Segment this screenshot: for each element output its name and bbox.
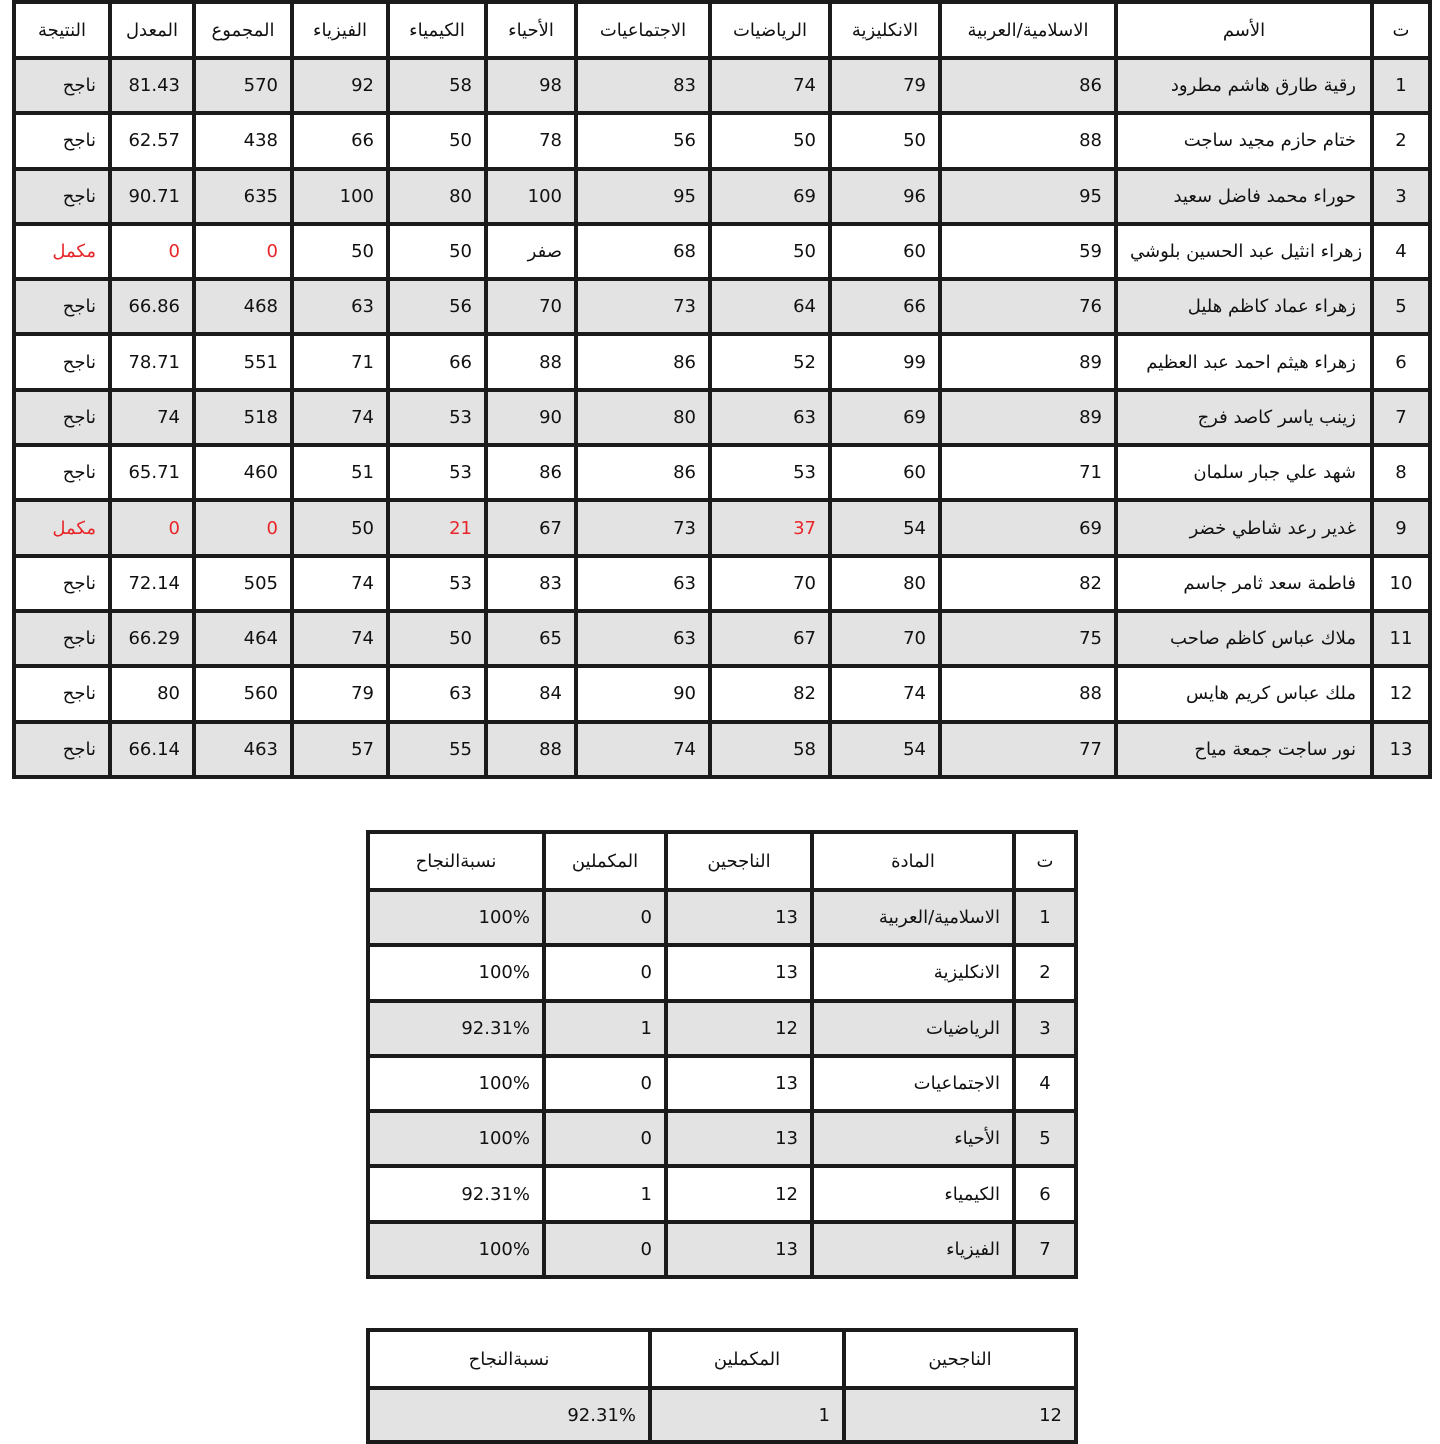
cell-passed: 12 [666,1001,812,1056]
cell-rate: 100% [368,1056,544,1111]
cell-english: 69 [830,390,940,445]
student-row [14,224,1430,279]
cell-chemistry: 55 [388,722,486,777]
cell-incomplete: 1 [544,1166,666,1221]
cell-name: ملك عباس كريم هايس [1116,666,1372,721]
cell-social: 86 [576,445,710,500]
subject-row [368,1111,1076,1166]
header-subject: المادة [812,832,1014,890]
cell-social: 63 [576,611,710,666]
cell-biology: 67 [486,500,576,555]
cell-english: 70 [830,611,940,666]
cell-incomplete: 0 [544,1056,666,1111]
cell-social: 83 [576,58,710,113]
header-incomplete: المكملين [544,832,666,890]
cell-rate: 92.31% [368,1001,544,1056]
cell-passed: 13 [666,890,812,945]
student-row [14,390,1430,445]
cell-index: 9 [1372,500,1430,555]
cell-subject: الاجتماعيات [812,1056,1014,1111]
cell-chemistry: 58 [388,58,486,113]
cell-biology: 70 [486,279,576,334]
cell-math: 50 [710,224,830,279]
cell-index: 12 [1372,666,1430,721]
cell-total: 505 [194,556,292,611]
subject-row [368,890,1076,945]
subjects-header-row [368,832,1076,890]
subject-row [368,1166,1076,1221]
cell-average: 72.14 [110,556,194,611]
cell-physics: 51 [292,445,388,500]
cell-subject: الكيمياء [812,1166,1014,1221]
cell-english: 60 [830,445,940,500]
header-average: المعدل [110,2,194,58]
cell-biology: 86 [486,445,576,500]
cell-biology: 90 [486,390,576,445]
header-biology: الأحياء [486,2,576,58]
cell-english: 96 [830,169,940,224]
cell-average: 0 [110,500,194,555]
cell-social: 74 [576,722,710,777]
cell-subject: الفيزياء [812,1222,1014,1277]
cell-name: نور ساجت جمعة مياح [1116,722,1372,777]
cell-name: حوراء محمد فاضل سعيد [1116,169,1372,224]
cell-subject: الرياضيات [812,1001,1014,1056]
cell-index: 3 [1014,1001,1076,1056]
header-physics: الفيزياء [292,2,388,58]
cell-islamic-arabic: 88 [940,666,1116,721]
summary-passed: 12 [844,1388,1076,1442]
cell-english: 54 [830,722,940,777]
cell-incomplete: 0 [544,1111,666,1166]
cell-islamic-arabic: 75 [940,611,1116,666]
cell-total: 518 [194,390,292,445]
subject-row [368,1056,1076,1111]
cell-name: ملاك عباس كاظم صاحب [1116,611,1372,666]
cell-index: 13 [1372,722,1430,777]
summary-pass-rate: 92.31% [368,1388,650,1442]
cell-passed: 13 [666,945,812,1000]
subjects-pass-rate-table [366,830,1078,1279]
cell-index: 3 [1372,169,1430,224]
cell-physics: 71 [292,334,388,389]
cell-subject: الانكليزية [812,945,1014,1000]
cell-total: 570 [194,58,292,113]
cell-total: 0 [194,500,292,555]
cell-name: غدير رعد شاطي خضر [1116,500,1372,555]
cell-average: 74 [110,390,194,445]
cell-math: 74 [710,58,830,113]
student-row [14,445,1430,500]
cell-math: 64 [710,279,830,334]
cell-index: 4 [1014,1056,1076,1111]
student-row [14,113,1430,168]
cell-social: 73 [576,279,710,334]
cell-chemistry: 50 [388,113,486,168]
cell-result: ناجح [14,58,110,113]
cell-chemistry: 50 [388,611,486,666]
cell-index: 2 [1372,113,1430,168]
cell-name: شهد علي جبار سلمان [1116,445,1372,500]
header-index: ت [1372,2,1430,58]
header-pass-rate: نسبةالنجاح [368,832,544,890]
cell-total: 468 [194,279,292,334]
cell-total: 560 [194,666,292,721]
subject-row [368,1001,1076,1056]
cell-chemistry: 66 [388,334,486,389]
cell-physics: 50 [292,224,388,279]
cell-result: ناجح [14,666,110,721]
cell-index: 7 [1372,390,1430,445]
cell-chemistry: 50 [388,224,486,279]
cell-passed: 12 [666,1166,812,1221]
cell-total: 464 [194,611,292,666]
cell-physics: 74 [292,390,388,445]
cell-incomplete: 0 [544,890,666,945]
cell-islamic-arabic: 89 [940,390,1116,445]
header-pass-rate: نسبةالنجاح [368,1330,650,1388]
cell-math: 53 [710,445,830,500]
student-row [14,334,1430,389]
cell-passed: 13 [666,1056,812,1111]
cell-social: 63 [576,556,710,611]
cell-biology: 65 [486,611,576,666]
cell-index: 7 [1014,1222,1076,1277]
cell-physics: 92 [292,58,388,113]
student-row [14,722,1430,777]
cell-index: 11 [1372,611,1430,666]
cell-physics: 100 [292,169,388,224]
cell-english: 79 [830,58,940,113]
cell-index: 1 [1372,58,1430,113]
cell-physics: 63 [292,279,388,334]
cell-english: 74 [830,666,940,721]
cell-passed: 13 [666,1111,812,1166]
student-row [14,500,1430,555]
cell-passed: 13 [666,1222,812,1277]
cell-english: 54 [830,500,940,555]
grades-header-row [14,2,1430,58]
cell-social: 68 [576,224,710,279]
cell-islamic-arabic: 82 [940,556,1116,611]
cell-name: زينب ياسر كاصد فرج [1116,390,1372,445]
cell-rate: 100% [368,1222,544,1277]
cell-islamic-arabic: 59 [940,224,1116,279]
cell-math: 67 [710,611,830,666]
cell-biology: 88 [486,722,576,777]
cell-result: ناجح [14,556,110,611]
cell-math: 50 [710,113,830,168]
subject-row [368,945,1076,1000]
cell-chemistry: 53 [388,445,486,500]
cell-average: 78.71 [110,334,194,389]
cell-result: ناجح [14,279,110,334]
cell-average: 90.71 [110,169,194,224]
cell-english: 66 [830,279,940,334]
cell-physics: 57 [292,722,388,777]
cell-rate: 92.31% [368,1166,544,1221]
cell-average: 66.86 [110,279,194,334]
cell-biology: 78 [486,113,576,168]
cell-rate: 100% [368,945,544,1000]
header-incomplete: المكملين [650,1330,844,1388]
summary-header-row [368,1330,1076,1388]
cell-math: 69 [710,169,830,224]
cell-average: 80 [110,666,194,721]
header-passed: الناجحين [666,832,812,890]
cell-islamic-arabic: 95 [940,169,1116,224]
cell-average: 65.71 [110,445,194,500]
cell-math: 82 [710,666,830,721]
cell-incomplete: 0 [544,945,666,1000]
cell-subject: الأحياء [812,1111,1014,1166]
cell-total: 551 [194,334,292,389]
cell-index: 8 [1372,445,1430,500]
cell-name: زهراء انثيل عبد الحسين بلوشي [1116,224,1372,279]
cell-english: 80 [830,556,940,611]
cell-math: 63 [710,390,830,445]
cell-islamic-arabic: 86 [940,58,1116,113]
cell-social: 73 [576,500,710,555]
cell-physics: 74 [292,556,388,611]
cell-biology: 88 [486,334,576,389]
cell-result: مكمل [14,500,110,555]
cell-biology: 83 [486,556,576,611]
cell-chemistry: 53 [388,390,486,445]
cell-result: مكمل [14,224,110,279]
cell-islamic-arabic: 76 [940,279,1116,334]
cell-chemistry: 53 [388,556,486,611]
student-row [14,58,1430,113]
cell-index: 6 [1014,1166,1076,1221]
cell-rate: 100% [368,1111,544,1166]
cell-name: ختام حازم مجيد ساجت [1116,113,1372,168]
cell-name: رقية طارق هاشم مطرود [1116,58,1372,113]
cell-math: 52 [710,334,830,389]
cell-social: 56 [576,113,710,168]
cell-math: 70 [710,556,830,611]
header-math: الرياضيات [710,2,830,58]
cell-average: 0 [110,224,194,279]
cell-social: 80 [576,390,710,445]
cell-chemistry: 21 [388,500,486,555]
header-name: الأسم [1116,2,1372,58]
cell-math: 37 [710,500,830,555]
header-result: النتيجة [14,2,110,58]
summary-row [368,1388,1076,1442]
cell-physics: 50 [292,500,388,555]
cell-total: 438 [194,113,292,168]
cell-result: ناجح [14,169,110,224]
cell-incomplete: 1 [544,1001,666,1056]
cell-name: زهراء هيثم احمد عبد العظيم [1116,334,1372,389]
cell-result: ناجح [14,611,110,666]
cell-average: 62.57 [110,113,194,168]
cell-islamic-arabic: 88 [940,113,1116,168]
cell-name: فاطمة سعد ثامر جاسم [1116,556,1372,611]
student-row [14,611,1430,666]
cell-biology: 98 [486,58,576,113]
cell-islamic-arabic: 69 [940,500,1116,555]
cell-result: ناجح [14,113,110,168]
student-row [14,279,1430,334]
cell-physics: 74 [292,611,388,666]
cell-social: 95 [576,169,710,224]
cell-index: 5 [1372,279,1430,334]
header-social: الاجتماعيات [576,2,710,58]
cell-biology: 100 [486,169,576,224]
cell-incomplete: 0 [544,1222,666,1277]
student-row [14,666,1430,721]
cell-index: 1 [1014,890,1076,945]
cell-subject: الاسلامية/العربية [812,890,1014,945]
cell-physics: 66 [292,113,388,168]
cell-index: 5 [1014,1111,1076,1166]
cell-name: زهراء عماد كاظم هليل [1116,279,1372,334]
cell-biology: 84 [486,666,576,721]
summary-table [366,1328,1078,1444]
header-english: الانكليزية [830,2,940,58]
cell-total: 460 [194,445,292,500]
header-chemistry: الكيمياء [388,2,486,58]
cell-rate: 100% [368,890,544,945]
cell-islamic-arabic: 77 [940,722,1116,777]
grades-table [12,0,1432,779]
cell-chemistry: 80 [388,169,486,224]
cell-index: 2 [1014,945,1076,1000]
cell-average: 66.14 [110,722,194,777]
header-total: المجموع [194,2,292,58]
cell-english: 50 [830,113,940,168]
cell-islamic-arabic: 89 [940,334,1116,389]
subject-row [368,1222,1076,1277]
cell-index: 4 [1372,224,1430,279]
header-islamic-arabic: الاسلامية/العربية [940,2,1116,58]
student-row [14,556,1430,611]
cell-math: 58 [710,722,830,777]
cell-chemistry: 56 [388,279,486,334]
cell-average: 66.29 [110,611,194,666]
cell-chemistry: 63 [388,666,486,721]
cell-total: 0 [194,224,292,279]
cell-social: 90 [576,666,710,721]
cell-total: 463 [194,722,292,777]
cell-result: ناجح [14,722,110,777]
cell-index: 10 [1372,556,1430,611]
cell-result: ناجح [14,390,110,445]
cell-average: 81.43 [110,58,194,113]
cell-index: 6 [1372,334,1430,389]
cell-result: ناجح [14,334,110,389]
header-passed: الناجحين [844,1330,1076,1388]
cell-social: 86 [576,334,710,389]
cell-result: ناجح [14,445,110,500]
cell-english: 60 [830,224,940,279]
student-row [14,169,1430,224]
cell-english: 99 [830,334,940,389]
summary-incomplete: 1 [650,1388,844,1442]
cell-physics: 79 [292,666,388,721]
cell-biology: صفر [486,224,576,279]
cell-total: 635 [194,169,292,224]
cell-islamic-arabic: 71 [940,445,1116,500]
header-index: ت [1014,832,1076,890]
